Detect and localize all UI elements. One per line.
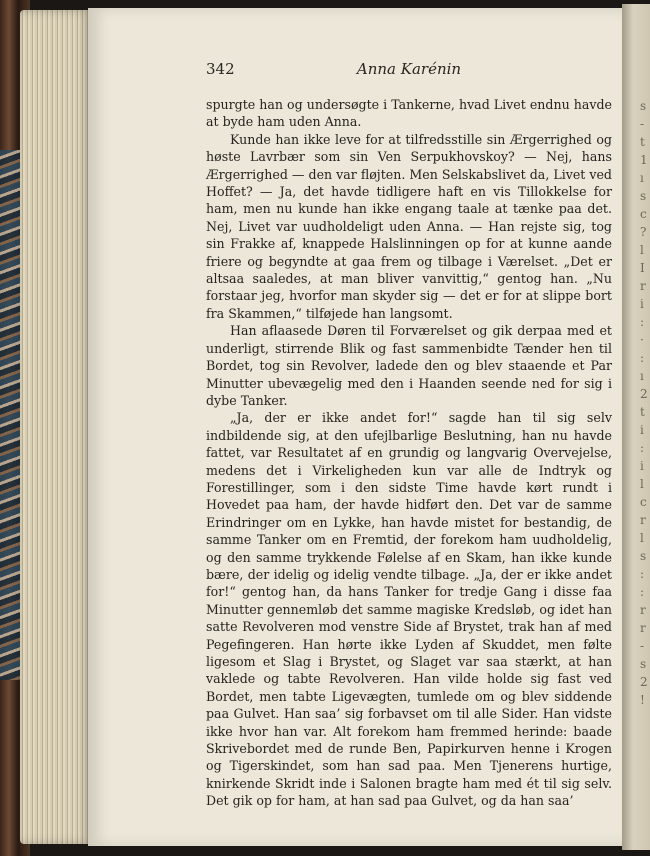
facing-page-char: :: [640, 567, 645, 581]
paragraph: Han aflaasede Døren til Forværelset og gik derpaa med et underligt, stirrende Blik og fast sammenbidte Tænder hen til Bordet, tog sin Revolver, ladede den og blev staaende et Par Minutter ubevægelig med den i Haanden seende ned for sig i dybe Tanker.: [206, 323, 612, 408]
facing-page-char: r: [640, 621, 646, 635]
facing-page-char: :: [640, 315, 645, 329]
facing-page-char: l: [640, 531, 644, 545]
facing-page-char: i: [640, 459, 644, 473]
facing-page-char: ?: [640, 225, 647, 239]
facing-page-char: :: [640, 441, 645, 455]
facing-page-char: l: [640, 477, 644, 491]
facing-page-char: i: [640, 423, 644, 437]
page-header: [206, 60, 612, 82]
facing-page-char: r: [640, 603, 646, 617]
paragraph: Kunde han ikke leve for at tilfredsstille sin Ærgerrighed og høste Lavrbær som sin Ven Serpukhovskoy? — Nej, hans Ærgerrighed — den var fløjten. Men Selskabslivet da, Livet ved Hoffet? — Ja, det havde tidligere haft en vis Tillokkelse for ham, men nu kunde han ikke engang taale at tænke paa det. Nej, Livet var uudholdeligt uden Anna. — Han rejste sig, tog sin Frakke af, knappede Halslinningen op for at kunne aande friere og begyndte at gaa frem og tilbage i Værelset. „Det er altsaa saaledes, at man bliver vanvittig,“ gentog han. „Nu forstaar jeg, hvorfor man skyder sig — det er for at slippe bort fra Skammen,“ tilføjede han langsomt.: [206, 131, 612, 321]
facing-page-char: -: [640, 639, 645, 653]
facing-page-char: 1: [640, 153, 648, 167]
facing-page-char: r: [640, 513, 646, 527]
facing-page-char: :: [640, 351, 645, 365]
facing-page-char: s: [640, 189, 647, 203]
facing-page-char: !: [640, 693, 645, 707]
facing-page-char: c: [640, 495, 647, 509]
facing-page-char: :: [640, 585, 645, 599]
facing-page-char: ı: [640, 171, 644, 185]
running-head: Anna Karénin: [356, 60, 462, 78]
facing-page-char: I: [640, 261, 645, 275]
paragraph: spurgte han og undersøgte i Tankerne, hvad Livet endnu havde at byde ham uden Anna.: [206, 97, 612, 130]
facing-page-char: -: [640, 117, 645, 131]
paragraph: „Ja, der er ikke andet for!“ sagde han til sig selv indbildende sig, at den ufejlbarlige Beslutning, han nu havde fattet, var Resultatet af en grundig og langvarig Overvejelse, medens det i Virkeligheden kun var alle de Indtryk og Forestillinger, som i den sidste Time havde kørt rundt i Hovedet paa ham, der havde hidført den. Det var de samme Erindringer om en Lykke, han havde mistet for bestandig, de samme Tanker om en Fremtid, der forekom ham uudholdelig, og den samme trykkende Følelse af en Skam, han ikke kunde bære, der idelig og idelig vendte tilbage. „Ja, der er ikke andet for!“ gentog han, da hans Tanker for tredje Gang i disse faa Minutter gennemløb det samme magiske Kredsløb, og idet han satte Revolveren mod venstre Side af Brystet, trak han af med Pegefingeren. Han hørte ikke Lyden af Skuddet, men følte ligesom et Slag i Brystet, og Slaget var saa stærkt, at han vaklede og tabte Revolveren. Han vilde holde sig fast ved Bordet, men tabte Ligevægten, tumlede om og blev siddende paa Gulvet. Han saa’ sig forbavset om til alle Sider. Han vidste ikke hvor han var. Alt forekom ham fremmed herinde: baade Skrivebordet med de runde Ben, Papirkurven henne i Krogen og Tigerskindet, som han sad paa. Men Tjenerens hurtige, knirkende Skridt inde i Salonen bragte ham med ét til sig selv. Det gik op for ham, at han sad paa Gulvet, og da han saa’: [206, 410, 612, 809]
facing-page-char: r: [640, 279, 646, 293]
facing-page-char: s: [640, 549, 647, 563]
facing-page-char: s: [640, 657, 647, 671]
facing-page-char: l: [640, 243, 644, 257]
facing-page-char: s: [640, 99, 647, 113]
page-number: 342: [206, 60, 235, 78]
facing-page-char: t: [640, 135, 645, 149]
facing-page-char: c: [640, 207, 647, 221]
body-text: [206, 96, 612, 810]
facing-page-char: ·: [640, 333, 644, 347]
next-page-sliver: [622, 4, 650, 850]
facing-page-char: ı: [640, 369, 644, 383]
page-edges: [20, 10, 92, 844]
facing-page-char: 2: [640, 675, 648, 689]
facing-page-char: 2: [640, 387, 648, 401]
facing-page-char: i: [640, 297, 644, 311]
facing-page-char: t: [640, 405, 645, 419]
